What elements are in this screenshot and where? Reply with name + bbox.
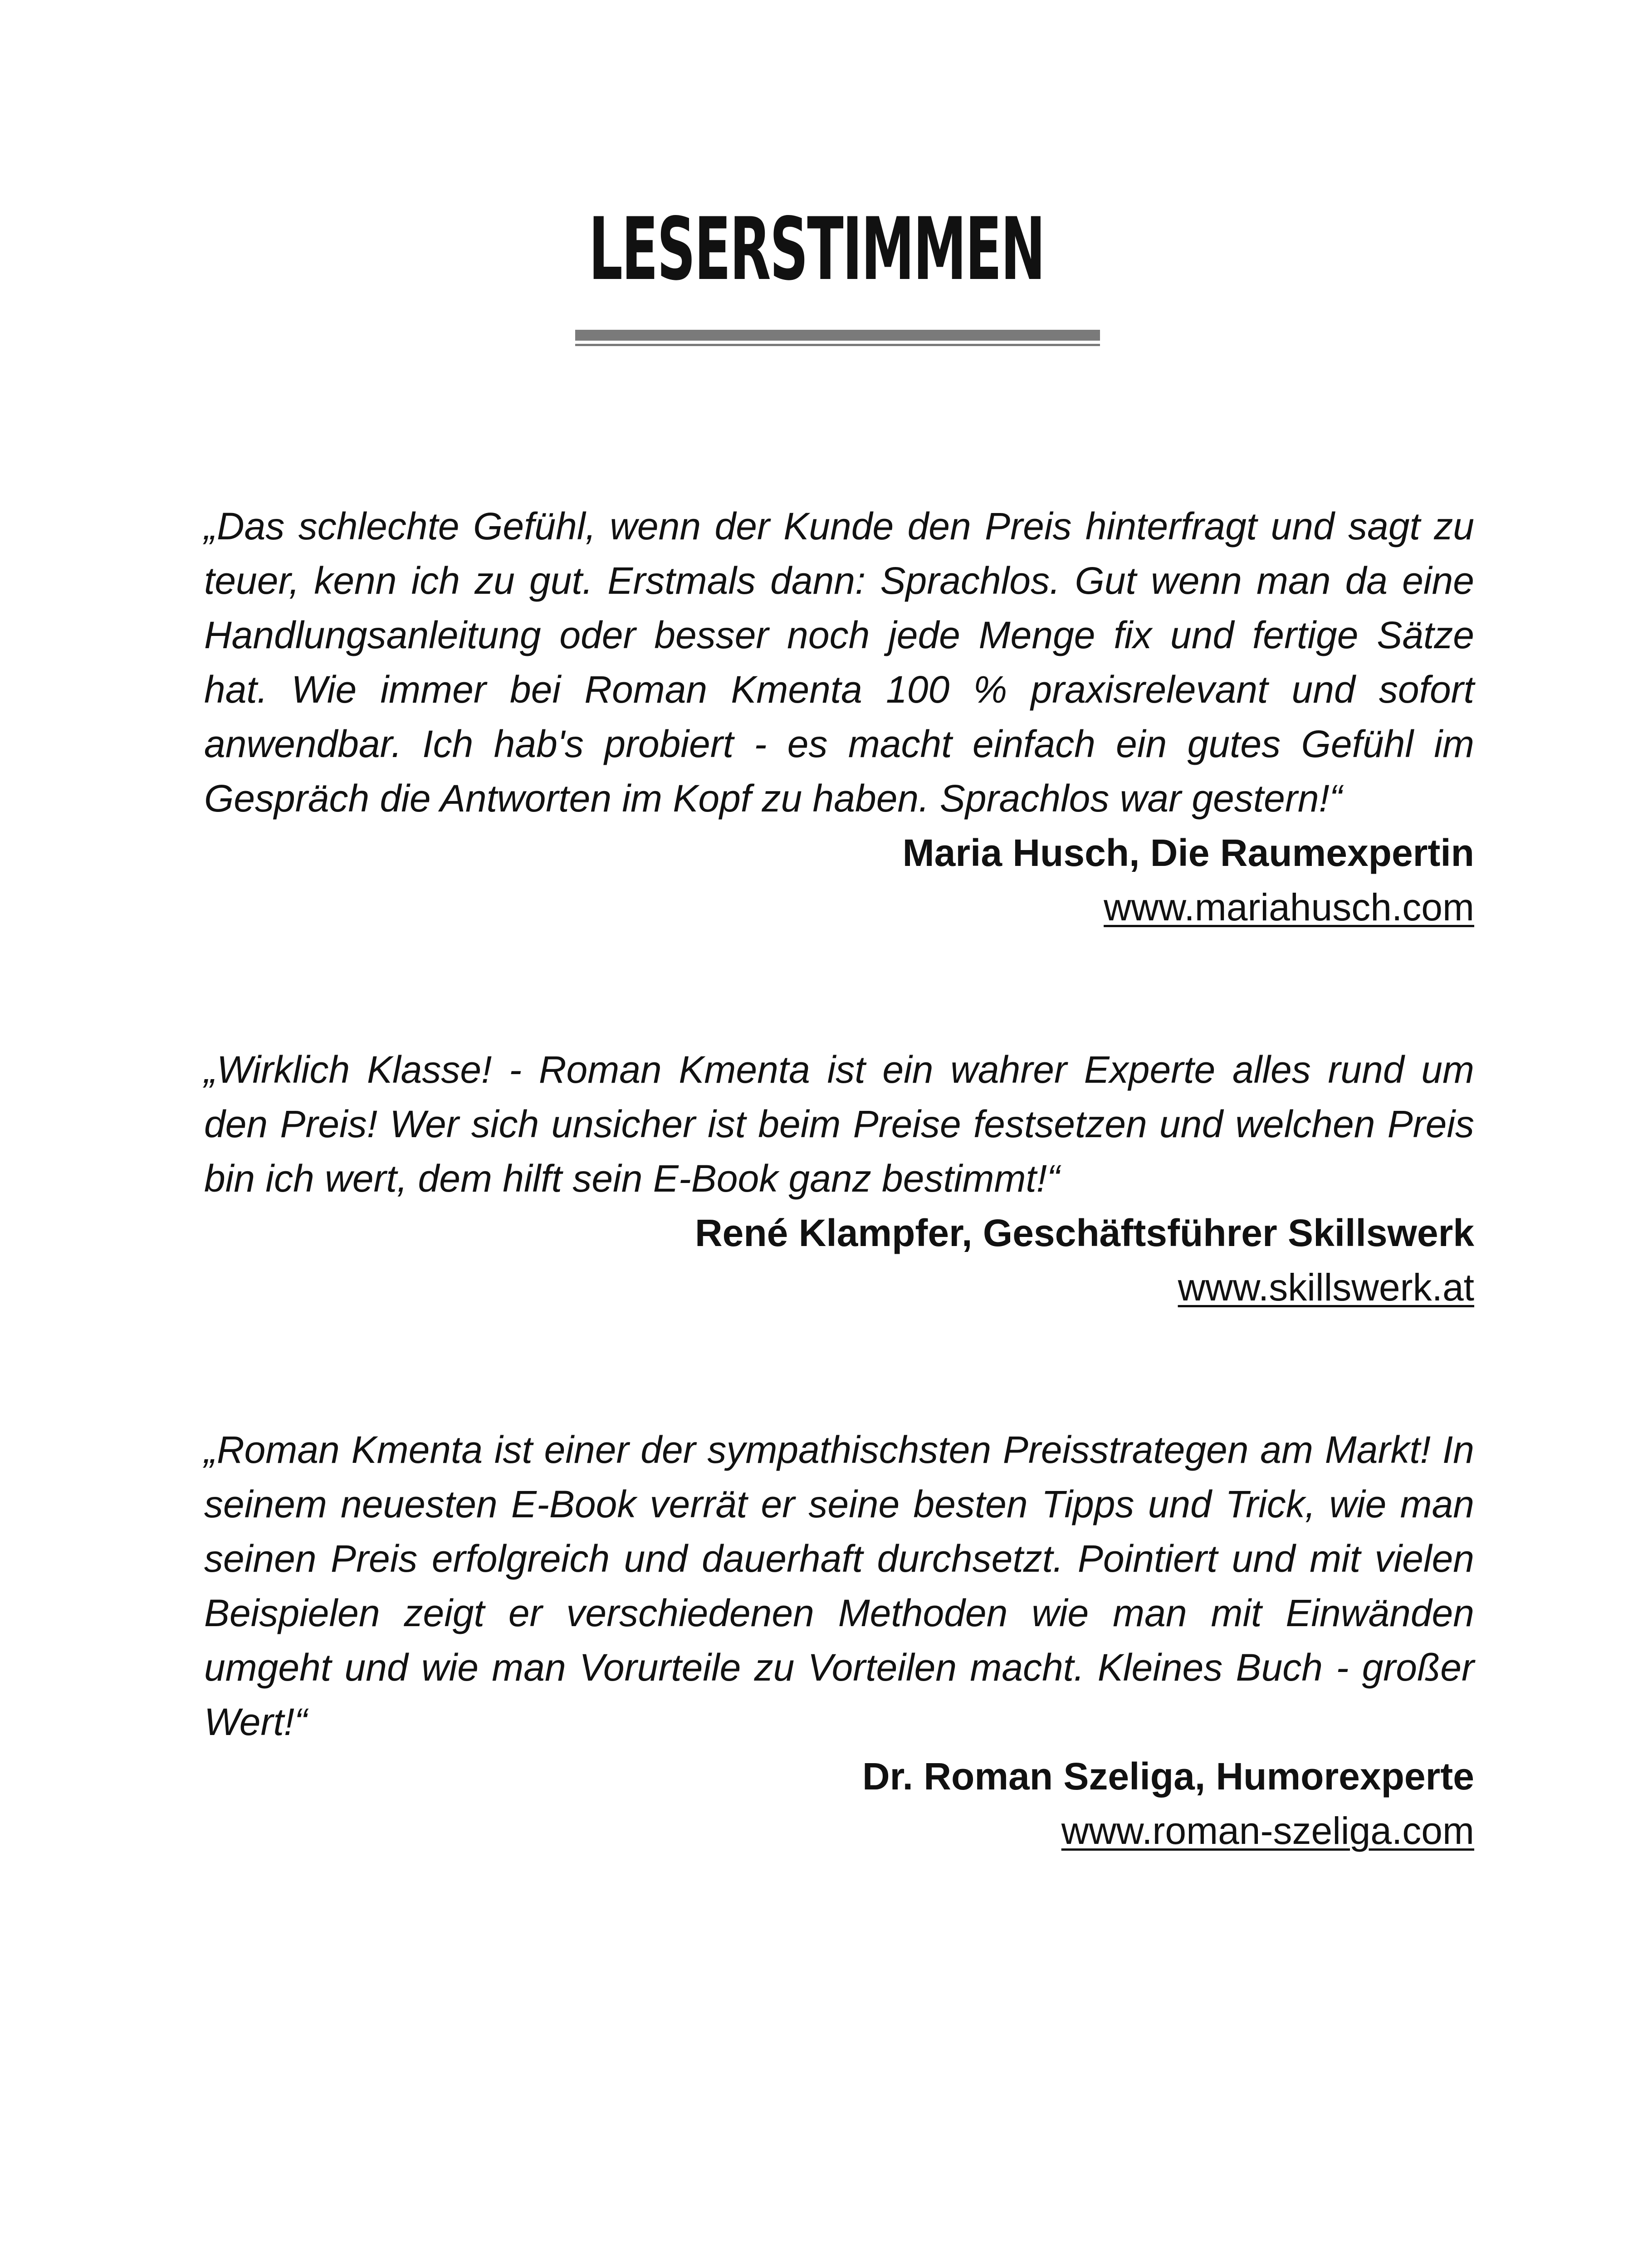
testimonial-author: Maria Husch, Die Raumexpertin: [902, 831, 1474, 874]
testimonial-roman-szeliga: [204, 1422, 1474, 1858]
testimonial-quote: „Roman Kmenta ist einer der sympathischsten Preisstrategen am Markt! In seinem neuesten E-Book verrät er seine besten Tipps und Trick, wie man seinen Preis erfolgreich und dauerhaft durchsetzt. Pointiert und mit vielen Beispielen zeigt er verschiedenen Methoden wie man mit Einwänden umgeht und wie man Vorurteile zu Vorteilen macht. Kleines Buch - großer Wert!“: [204, 1428, 1474, 1743]
testimonial-website-link[interactable]: www.skillswerk.at: [1178, 1266, 1474, 1309]
testimonial-quote: „Das schlechte Gefühl, wenn der Kunde den Preis hinterfragt und sagt zu teuer, kenn ich zu gut. Erstmals dann: Sprachlos. Gut wenn man da eine Handlungsanleitung oder besser noch jede Menge fix und fertige Sätze hat. Wie immer bei Roman Kmenta 100 % praxisrelevant und sofort anwendbar. Ich hab's probiert - es macht einfach ein gutes Gefühl im Gespräch die Antworten im Kopf zu haben. Sprachlos war gestern!“: [204, 505, 1474, 820]
title-divider-thick: [575, 330, 1100, 341]
testimonial-author: Dr. Roman Szeliga, Humorexperte: [862, 1755, 1474, 1798]
testimonial-author: René Klampfer, Geschäftsführer Skillswerk: [694, 1212, 1474, 1254]
title-divider-thin: [575, 344, 1100, 346]
testimonial-website-link[interactable]: www.roman-szeliga.com: [1061, 1809, 1474, 1852]
page-title: LESERSTIMMEN: [588, 199, 1045, 299]
testimonial-website-link[interactable]: www.mariahusch.com: [1104, 886, 1474, 929]
testimonial-quote: „Wirklich Klasse! - Roman Kmenta ist ein wahrer Experte alles rund um den Preis! Wer sich unsicher ist beim Preise festsetzen und welchen Preis bin ich wert, dem hilft sein E-Book ganz bestimmt!“: [204, 1048, 1474, 1200]
testimonial-rene-klampfer: [204, 1042, 1474, 1315]
testimonial-maria-husch: [204, 499, 1474, 934]
testimonial-list: [204, 499, 1474, 1966]
